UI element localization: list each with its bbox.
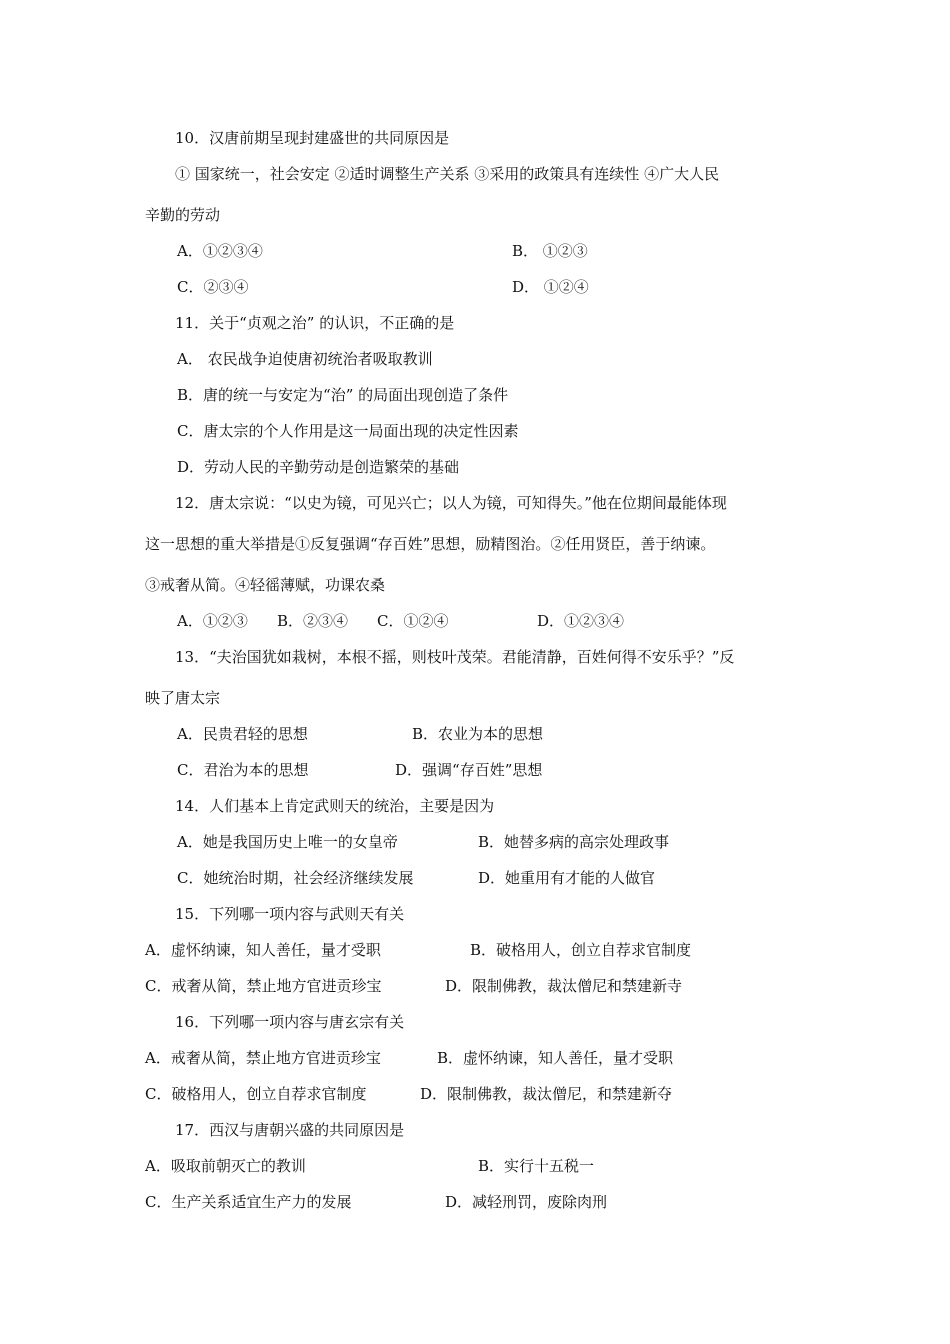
question-15-option-c: C．戒奢从简，禁止地方官进贡珍宝 [145,977,382,995]
question-17-option-c: C．生产关系适宜生产力的发展 [145,1193,352,1211]
question-15-option-d: D．限制佛教，裁汰僧尼和禁建新寺 [445,977,683,995]
question-13-stem-cont: 映了唐太宗 [145,689,221,707]
question-10-option-d: D． ①②④ [512,278,589,296]
question-17-option-b: B．实行十五税一 [478,1157,595,1175]
question-12-option-c: C．①②④ [377,612,449,630]
question-16-option-c: C．破格用人，创立自荐求官制度 [145,1085,367,1103]
question-11-option-b: B．唐的统一与安定为“治” 的局面出现创造了条件 [177,386,509,404]
question-15-option-b: B．破格用人，创立自荐求官制度 [470,941,692,959]
question-12-option-a: A．①②③ [177,612,248,630]
question-17-stem: 17．西汉与唐朝兴盛的共同原因是 [175,1121,405,1139]
question-14-option-a: A．她是我国历史上唯一的女皇帝 [177,833,398,851]
question-15-option-a: A．虚怀纳谏，知人善任，量才受职 [145,941,381,959]
question-13-stem: 13．“夫治国犹如栽树，本根不摇，则枝叶茂荣。君能清静，百姓何得不安乐乎？”反 [175,648,735,666]
question-10-stem: 10．汉唐前期呈现封建盛世的共同原因是 [175,129,450,147]
question-14-option-d: D．她重用有才能的人做官 [478,869,656,887]
question-13-option-d: D．强调“存百姓”思想 [395,761,543,779]
question-14-option-b: B．她替多病的高宗处理政事 [478,833,670,851]
question-15-stem: 15．下列哪一项内容与武则天有关 [175,905,405,923]
question-16-option-b: B．虚怀纳谏，知人善任，量才受职 [437,1049,674,1067]
question-17-option-a: A．吸取前朝灭亡的教训 [145,1157,306,1175]
question-16-option-a: A．戒奢从简，禁止地方官进贡珍宝 [145,1049,381,1067]
question-12-option-b: B．②③④ [277,612,349,630]
question-10-premises: ① 国家统一，社会安定 ②适时调整生产关系 ③采用的政策具有连续性 ④广大人民 [175,165,720,183]
question-12-stem: 12．唐太宗说：“以史为镜，可见兴亡；以人为镜，可知得失。”他在位期间最能体现 [175,494,727,512]
question-10-option-b: B． ①②③ [512,242,588,260]
question-10-option-a: A．①②③④ [177,242,263,260]
question-11-option-d: D．劳动人民的辛勤劳动是创造繁荣的基础 [177,458,460,476]
question-16-stem: 16．下列哪一项内容与唐玄宗有关 [175,1013,405,1031]
question-12-option-d: D．①②③④ [537,612,625,630]
question-17-option-d: D．减轻刑罚，废除肉刑 [445,1193,608,1211]
question-11-option-c: C．唐太宗的个人作用是这一局面出现的决定性因素 [177,422,519,440]
question-14-stem: 14．人们基本上肯定武则天的统治，主要是因为 [175,797,495,815]
question-13-option-c: C．君治为本的思想 [177,761,309,779]
question-11-option-a: A． 农民战争迫使唐初统治者吸取教训 [177,350,433,368]
question-12-stem-cont2: ③戒奢从简。④轻徭薄赋，功课农桑 [145,576,386,594]
question-12-stem-cont: 这一思想的重大举措是①反复强调“存百姓”思想，励精图治。②任用贤臣，善于纳谏。 [145,535,716,553]
question-14-option-c: C．她统治时期，社会经济继续发展 [177,869,414,887]
question-10-premises-cont: 辛勤的劳动 [145,206,221,224]
question-11-stem: 11．关于“贞观之治” 的认识，不正确的是 [175,314,455,332]
question-13-option-b: B．农业为本的思想 [412,725,544,743]
question-16-option-d: D．限制佛教，裁汰僧尼，和禁建新夺 [420,1085,673,1103]
question-10-option-c: C．②③④ [177,278,249,296]
question-13-option-a: A．民贵君轻的思想 [177,725,308,743]
